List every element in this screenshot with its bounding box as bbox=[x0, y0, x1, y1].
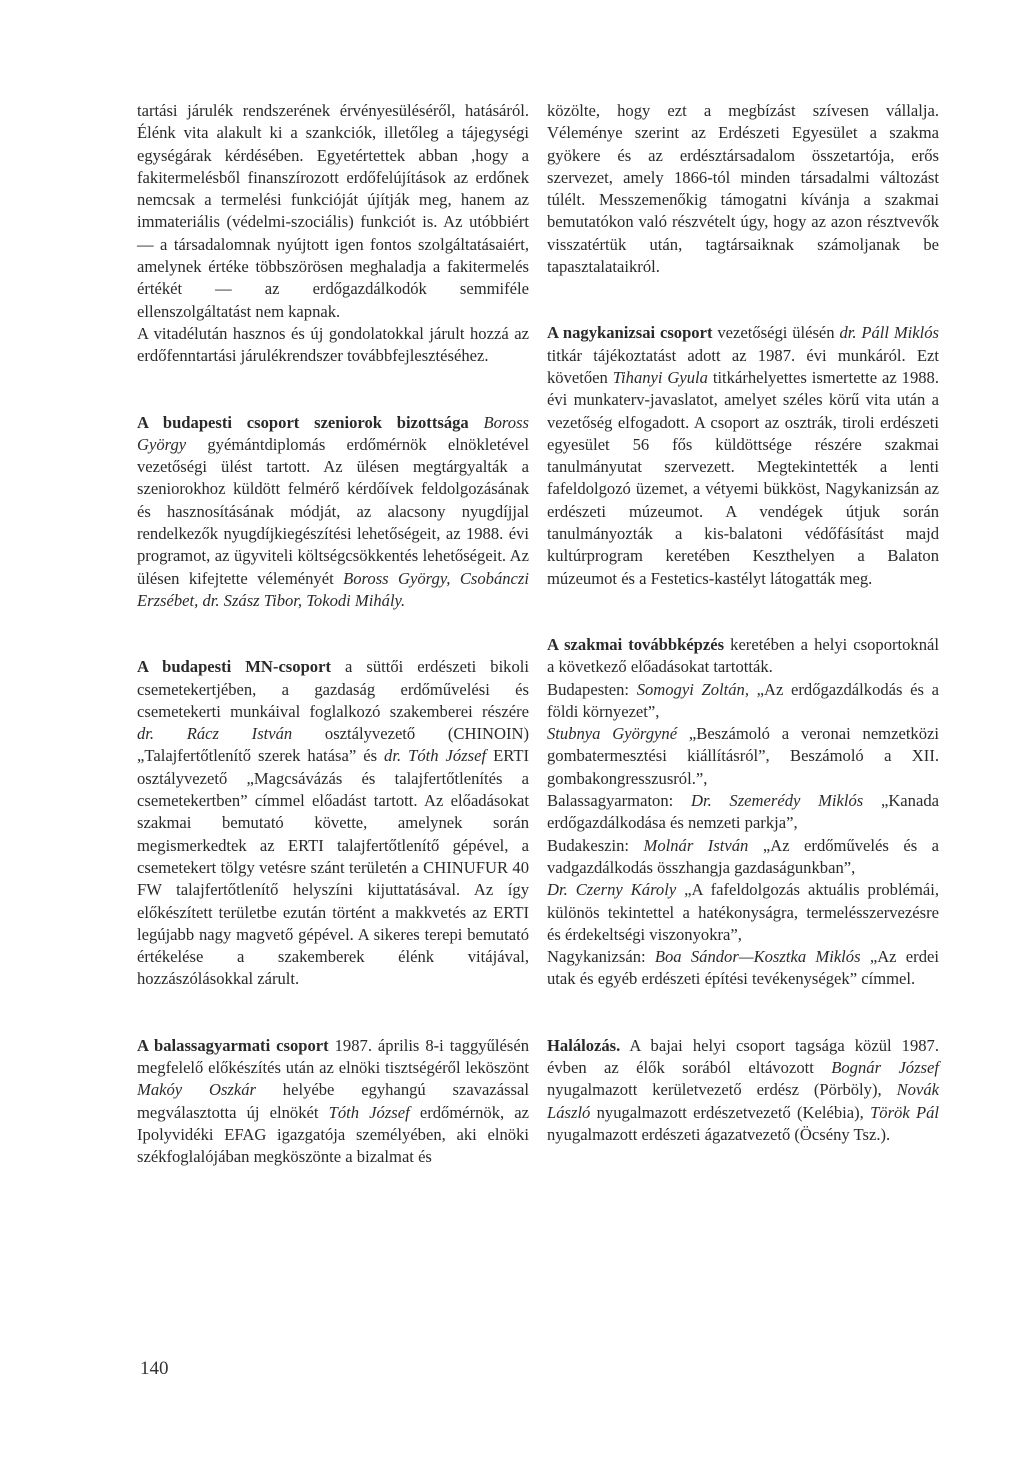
paragraph: közölte, hogy ezt a megbízást szívesen vállalja. Véleménye szerint az Erdészeti Egyesület a szakma gyökere és az erdésztársadalom összetartója, erős szervezet, amely 1866-tól minden társadalmi változást túlélt. Messzemenőkig támogatni kívánja a szakmai bemutatókon való részvételt úgy, hogy az azon résztvevők visszatértük után, tagtársaiknak számoljanak be tapasztalataikról. bbox=[547, 101, 939, 277]
right-column bbox=[547, 100, 939, 1146]
lecture-item: Nagykanizsán: Boa Sándor—Kosztka Miklós „Az erdei utak és egyéb erdészeti építési tevékenységek” címmel. bbox=[547, 947, 939, 989]
section-heading: A budapesti MN-csoport bbox=[137, 657, 331, 677]
left-column bbox=[137, 100, 529, 1168]
lecture-item: Budapesten: Somogyi Zoltán, „Az erdőgazdálkodás és a földi környezet”, bbox=[547, 679, 939, 721]
paragraph: tartási járulék rendszerének érvényesüléséről, hatásáról. Élénk vita alakult ki a szankciók, illetőleg a tájegységi egységárak kérdésében. Egyetértettek abban ,hogy a fakitermelésből finanszírozott erdőfelújítások az erdőnek nemcsak a termelési funkcióját újítják meg, hanem az immateriális (védelmi-szociális) funkciót is. Az utóbbiért — a társadalomnak nyújtott igen fontos szolgáltatásaiért, amelynek értéke többszörösen meghaladja a fakitermelés értékét — az erdőgazdálkodók semmiféle ellenszolgáltatást nem kapnak. bbox=[137, 101, 529, 321]
lecture-item: Stubnya Györgyné „Beszámoló a veronai nemzetközi gombatermesztési kiállításról”, Beszámoló a XII. gombakongresszusról.”, bbox=[547, 724, 939, 788]
section-budapest-mn: A budapesti MN-csoport a süttői erdészeti bikoli csemetekertjében, a gazdaság erdőművelési és csemetekerti munkáival foglalkozó szakemberei részére dr. Rácz István osztályvezető (CHINOIN) „Talajfertőtlenítő szerek hatása” és dr. Tóth József ERTI osztályvezető „Magcsávázás és talajfertőtlenítés a csemetekertben” címmel előadást tartott. Az előadásokat szakmai bemutató követte, amelynek során megismerkedtek az ERTI talajfertőtlenítő gépével, a csemetekert tölgy vetésre szánt területén a CHINUFUR 40 FW talajfertőtlenítő helyszíni kijuttatásával. Az így előkészített területbe ezután történt a makkvetés az ERTI legújabb nagy magvető gépével. A sikeres terepi bemutató értékelése a szakemberek élénk vitájával, hozzászólásokkal zárult. bbox=[137, 657, 529, 989]
section-budapest-seniors: A budapesti csoport szeniorok bizottsága Boross György gyémántdiplomás erdőmérnök elnökletével vezetőségi ülést tartott. Az ülésen megtárgyalták a szeniorokhoz küldött felmérő kérdőívek feldolgozásának és hasznosításának módját, az alacsony nyugdíjjal rendelkezők nyugdíjkiegészítési lehetőségeit, az 1988. évi programot, az ügyviteli költségcsökkentés lehetőségeit. Az ülésen kifejtette véleményét Boross György, Csobánczi Erzsébet, dr. Szász Tibor, Tokodi Mihály. bbox=[137, 412, 529, 610]
lecture-item: Dr. Czerny Károly „A fafeldolgozás aktuális problémái, különös tekintettel a hatékonyságra, termelésszervezésre és érdekeltségi viszonyokra”, bbox=[547, 880, 939, 944]
page-number: 140 bbox=[140, 1358, 169, 1379]
paragraph: A vitadélután hasznos és új gondolatokkal járult hozzá az erdőfenntartási járulékrendszer továbbfejlesztéséhez. bbox=[137, 323, 529, 366]
section-heading: A szakmai továbbképzés bbox=[547, 634, 725, 654]
lecture-item: Balassagyarmaton: Dr. Szemerédy Miklós „Kanada erdőgazdálkodása és nemzeti parkja”, bbox=[547, 791, 939, 833]
section-obituary: Halálozás. A bajai helyi csoport tagsága közül 1987. évben az élők sorából eltávozott Bognár József nyugalmazott kerületvezető erdész (Pörböly), Novák László nyugalmazott erdészetvezető (Kelébia), Török Pál nyugalmazott erdészeti ágazatvezető (Öcsény Tsz.). bbox=[547, 1035, 940, 1144]
section-heading: Halálozás. bbox=[547, 1035, 621, 1055]
lecture-item: Budakeszin: Molnár István „Az erdőművelés és a vadgazdálkodás összhangja gazdaságunkban”, bbox=[547, 835, 940, 877]
section-balassagyarmat: A balassagyarmati csoport 1987. április 8-i taggyűlésén megfelelő előkészítés után az elnöki tisztségéről leköszönt Makóy Oszkár helyébe egyhangú szavazással megválasztotta új elnökét Tóth József erdőmérnök, az Ipolyvidéki EFAG igazgatója személyében, aki elnöki székfoglalójában megköszönte a bizalmat és bbox=[137, 1035, 529, 1167]
section-heading: A nagykanizsai csoport bbox=[547, 323, 713, 343]
section-heading: A budapesti csoport szeniorok bizottsága bbox=[137, 412, 469, 432]
section-nagykanizsa: A nagykanizsai csoport vezetőségi ülésén dr. Páll Miklós titkár tájékoztatást adott az 1987. évi munkáról. Ezt követően Tihanyi Gyula titkárhelyettes ismertette az 1988. évi munkaterv-javaslatot, amelyet széles körű vita után a vezetőség elfogadott. A csoport az osztrák, tiroli erdészeti egyesület 56 fős küldöttsége részére szakmai tanulmányutat szervezett. Megtekintették a lenti fafeldolgozó üzemet, a vétyemi bükköst, Nagykanizsán az erdészeti múzeumot. A vendégek útjuk során tanulmányozták a kis-balatoni védőfásítást majd kultúrprogram keretében Keszthelyen a Balaton múzeumot és a Festetics-kastélyt látogatták meg. bbox=[547, 323, 939, 588]
section-training: A szakmai továbbképzés keretében a helyi csoportoknál a következő előadásokat tartották. bbox=[547, 634, 940, 677]
section-heading: A balassagyarmati csoport bbox=[137, 1035, 329, 1055]
